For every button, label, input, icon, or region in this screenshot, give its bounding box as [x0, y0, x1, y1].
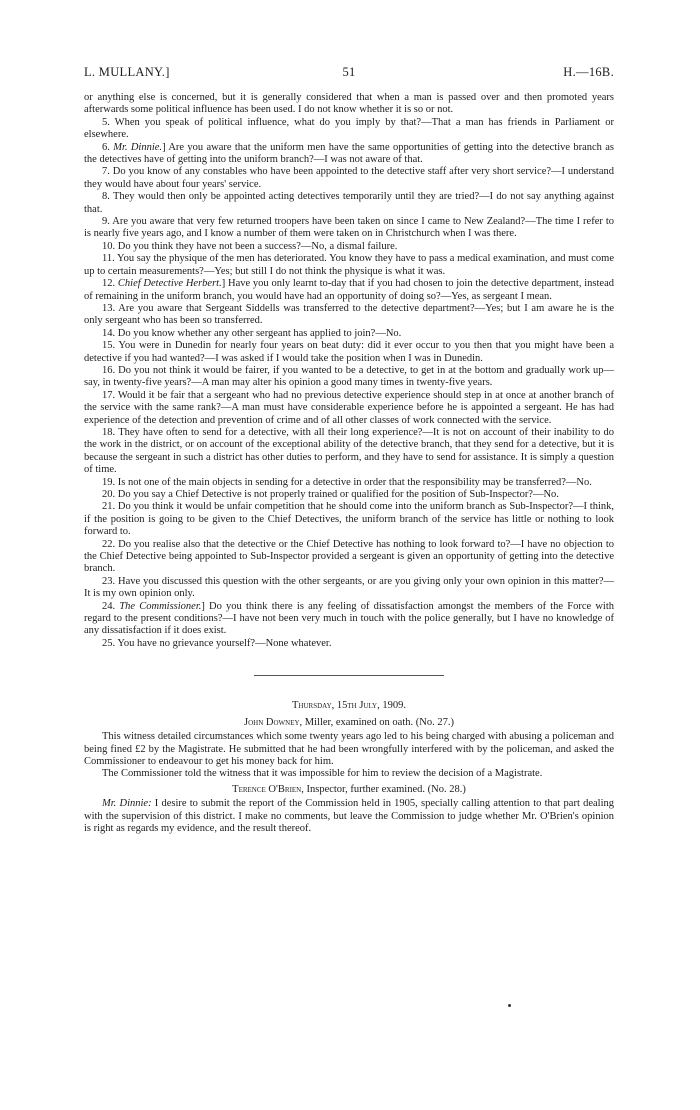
witness-name: John Downey [244, 716, 300, 728]
question-text: ] Have you only learnt to-day that if you had chosen to join the detective department, instead of remaining in the uniform branch, you would have had an opportunity of doing so?—Yes, as sergeant I mean. [84, 278, 614, 302]
question-11: 11. You say the physique of the men has deteriorated. You know they have to pass a medical examination, and must come up to certain measurements?—Yes; but still I do not think the physique is what it was. [84, 253, 614, 277]
question-14: 14. Do you know whether any other sergeant has applied to join?—No. [102, 327, 402, 339]
statement-text: I desire to submit the report of the Commission held in 1905, specially calling attention to that part dealing with the supervision of this district. I make no comments, but leave the Commission to judge whether Mr. O'Brien's opinion is right as regards my evidence, and the result thereof. [84, 798, 614, 834]
opening-paragraph: or anything else is concerned, but it is generally considered that when a man is passed over and then promoted years afterwards some political influence has been used. I do not know whether it is so or not. [84, 92, 614, 116]
question-10: 10. Do you think they have not been a success?—No, a dismal failure. [102, 240, 398, 252]
question-number: 12. [102, 278, 116, 290]
witness-heading-downey [84, 717, 614, 729]
witness-name: Terence O'Brien [232, 783, 302, 795]
question-13: 13. Are you aware that Sergeant Siddells was transferred to the detective department?—Yes; but I am aware he is the only sergeant who has been so transferred. [84, 302, 614, 327]
question-16: 16. Do you not think it would be fairer, if you wanted to be a detective, to get in at the bottom and gradually work up—say, in twenty-five years?—A man may alter his opinion a good many times in twenty-five years. [84, 364, 614, 389]
question-21: 21. Do you think it would be unfair competition that he should come into the uniform branch as Sub-Inspector?—I think, if the position is going to be given to the Chief Detectives, the uniform branch of the service has little or nothing to look forward to. [84, 501, 614, 538]
speaker-name: Mr. Dinnie: [102, 798, 152, 810]
question-6 [84, 142, 614, 167]
running-header [84, 66, 614, 82]
question-9: 9. Are you aware that very few returned troopers have been taken on since I came to New Zealand?—The time I refer to is nearly five years ago, and I know a number of them were taken on in Christchurch when I was there. [84, 216, 614, 240]
speaker-name: Mr. Dinnie. [113, 141, 163, 153]
question-20: 20. Do you say a Chief Detective is not properly trained or qualified for the position of Sub-Inspector?—No. [102, 489, 559, 500]
question-12 [84, 278, 614, 303]
final-paragraph [84, 798, 614, 835]
question-19: 19. Is not one of the main objects in sending for a detective in order that the responsibility may be transferred?—No. [102, 476, 592, 488]
question-7: 7. Do you know of any constables who have been appointed to the detective staff after very short service?—I understand they would have about four years' service. [84, 166, 614, 190]
speaker-name: The Commissioner. [119, 600, 202, 612]
speaker-name: Chief Detective Herbert. [117, 278, 222, 290]
commissioner-response: The Commissioner told the witness that it was impossible for him to review the decision of a Magistrate. [102, 768, 543, 780]
witness-details: , Miller, examined on oath. (No. 27.) [299, 716, 454, 728]
header-witness-name: L. MULLANY.] [84, 65, 170, 79]
date-heading: Thursday, 15th July, 1909. [292, 700, 406, 712]
section-divider [254, 675, 444, 676]
question-text: ] Do you think there is any feeling of dissatisfaction amongst the members of the Force with regard to the present conditions?—I have not been very much in touch with the police generally, but I have no knowledge of any dissatisfaction if it does exist. [84, 600, 614, 637]
question-24 [84, 601, 614, 638]
question-22: 22. Do you realise also that the detective or the Chief Detective has nothing to look forward to?—I have no objection to the Chief Detective being appointed to Sub-Inspector provided a sergeant is given an opportunity of getting into the detective branch. [84, 538, 614, 575]
document-body [84, 92, 614, 835]
witness-heading-obrien [84, 784, 614, 796]
question-17: 17. Would it be fair that a sergeant who had no previous detective experience should step in at once at another branch of the service with the same rank?—A man must have considerable experience before he is appointed a sergeant. He has had experience of the detection and prevention of crime and of all other classes of work connected with the service. [84, 389, 614, 426]
question-8: 8. They would then only be appointed acting detectives temporarily until they are tried?—I do not say anything against that. [84, 191, 614, 215]
question-number: 6. [102, 141, 110, 153]
question-25: 25. You have no grievance yourself?—None whatever. [102, 637, 332, 649]
document-reference: H.—16B. [563, 65, 614, 79]
question-number: 24. [102, 600, 116, 612]
question-18: 18. They have often to send for a detective, with all their long experience?—It is not on account of their inability to do the work in the district, or on account of the exceptional ability of the detective branch, that they send for a detective, but it is because the sergeant in such a district has other duties to perform, and they have to send for assistance. It is simply a question of time. [84, 426, 614, 476]
ink-speck [508, 1004, 511, 1007]
question-23: 23. Have you discussed this question with the other sergeants, or are you giving only your own opinion in this matter?—It is my own opinion only. [84, 575, 614, 600]
question-15: 15. You were in Dunedin for nearly four years on beat duty: did it ever occur to you then that you might have been a detective if you had wanted?—I was asked if I would take the position when I was in Dunedin. [84, 340, 614, 364]
question-text: ] Are you aware that the uniform men have the same opportunities of getting into the detective branch as the detectives have of getting into the uniform branch?—I was not aware of that. [84, 141, 615, 166]
page-number: 51 [342, 65, 356, 79]
question-5: 5. When you speak of political influence, what do you imply by that?—That a man has friends in Parliament or elsewhere. [84, 116, 614, 141]
downey-summary: This witness detailed circumstances which some twenty years ago led to his being charged with abusing a policeman and being fined £2 by the Magistrate. He submitted that he had been wrongfully interfered with by the policeman, and asked the Commissioner to endeavour to get his money back for him. [84, 731, 614, 767]
witness-details: , Inspector, further examined. (No. 28.) [301, 783, 466, 795]
